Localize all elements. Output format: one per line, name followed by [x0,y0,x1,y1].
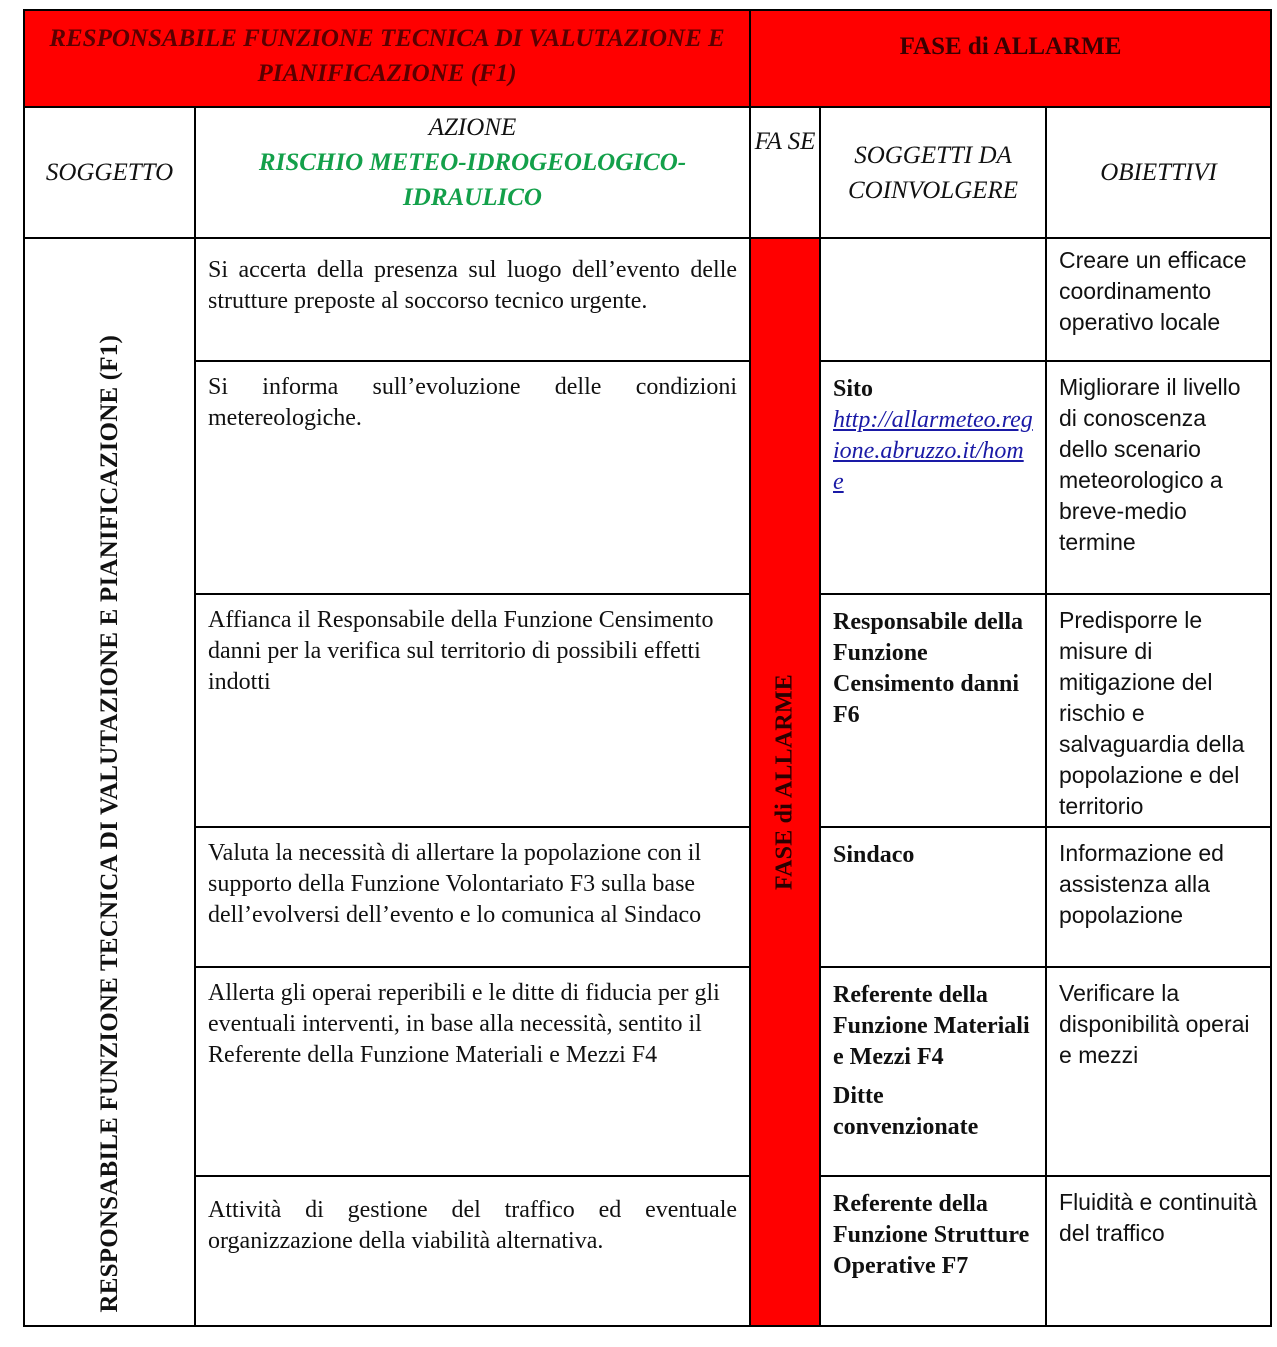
action-cell: Valuta la necessità di allertare la popolazione con il supporto della Funzione Volontariato F3 sulla base dell’evolversi dell’evento e lo comunica al Sindaco [195,827,750,967]
involved-cell [820,967,1046,1176]
objective-cell: Informazione ed assistenza alla popolazione [1046,827,1271,967]
function-title: RESPONSABILE FUNZIONE TECNICA DI VALUTAZIONE E PIANIFICAZIONE (F1) [24,10,750,107]
action-label: AZIONE [428,114,517,141]
subject-cell [24,238,195,1326]
action-cell: Si accerta della presenza sul luogo dell’evento delle strutture preposte al soccorso tecnico urgente. [195,238,750,361]
involved-extra-label: Ditte convenzionate [833,1083,979,1140]
action-cell: Si informa sull’evoluzione delle condizioni metereologiche. [195,361,750,594]
column-header-subject: SOGGETTO [24,107,195,238]
phase-cell [750,238,820,1326]
procedure-table [23,9,1272,1327]
subject-label: RESPONSABILE FUNZIONE TECNICA DI VALUTAZIONE E PIANIFICAZIONE (F1) [95,335,123,1313]
objective-cell: Verificare la disponibilità operai e mezzi [1046,967,1271,1176]
column-header-involved: SOGGETTI DA COINVOLGERE [820,107,1046,238]
risk-label: RISCHIO METEO-IDROGEOLOGICO-IDRAULICO [258,149,687,211]
objective-cell: Fluidità e continuità del traffico [1046,1176,1271,1326]
objective-cell: Predisporre le misure di mitigazione del rischio e salvaguardia della popolazione e del territorio [1046,594,1271,827]
phase-label: FASE di ALLARME [771,674,798,890]
action-cell: Attività di gestione del traffico ed eventuale organizzazione della viabilità alternativa. [195,1176,750,1326]
involved-cell: Sindaco [820,827,1046,967]
column-header-action [195,107,750,238]
column-header-phase: FA SE [750,107,820,238]
weather-site-link[interactable]: http://allarmeteo.regione.abruzzo.it/home [833,407,1033,495]
objective-cell: Creare un efficace coordinamento operativo locale [1046,238,1271,361]
involved-cell [820,361,1046,594]
involved-cell: Responsabile della Funzione Censimento danni F6 [820,594,1046,827]
action-cell: Affianca il Responsabile della Funzione Censimento danni per la verifica sul territorio di possibili effetti indotti [195,594,750,827]
action-cell: Allerta gli operai reperibili e le ditte di fiducia per gli eventuali interventi, in base alla necessità, sentito il Referente della Funzione Materiali e Mezzi F4 [195,967,750,1176]
phase-title: FASE di ALLARME [750,10,1271,107]
column-header-objectives: OBIETTIVI [1046,107,1271,238]
involved-cell [820,238,1046,361]
involved-label: Referente della Funzione Materiali e Mezzi F4 [833,982,1030,1070]
objective-cell: Migliorare il livello di conoscenza dello scenario meteorologico a breve-medio termine [1046,361,1271,594]
involved-cell: Referente della Funzione Strutture Operative F7 [820,1176,1046,1326]
involved-label: Sito [833,376,874,402]
